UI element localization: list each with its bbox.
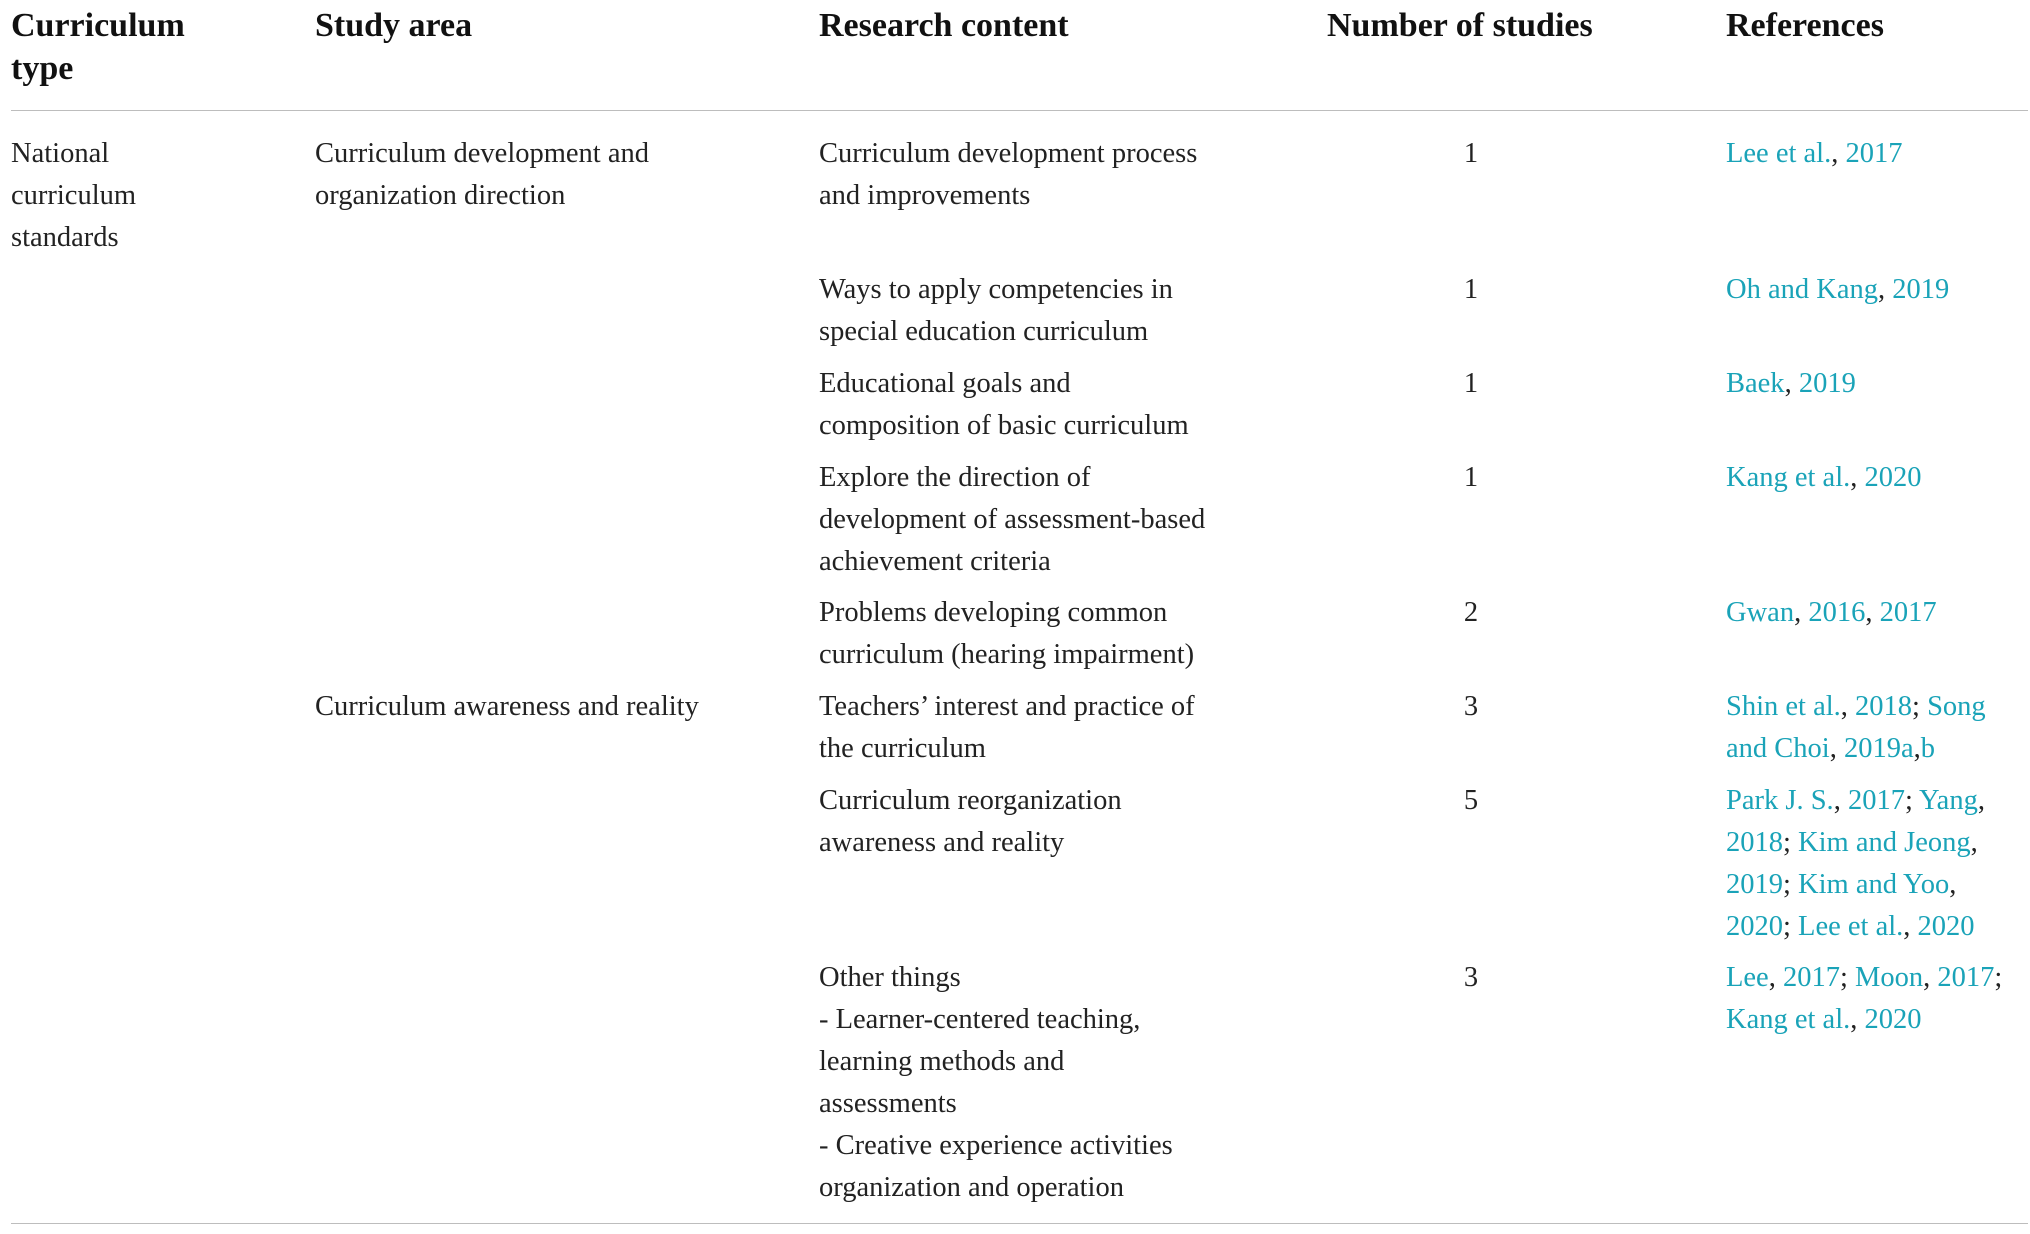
references-cell [1726,686,1986,770]
references-cell [1726,592,1937,634]
reference-link[interactable]: and Choi [1726,733,1830,764]
research-content-line: learning methods and [819,1046,1065,1077]
header-curriculum-type-line1: Curriculum [11,7,185,44]
reference-separator: ; [1994,962,2003,993]
table-header [11,0,2028,111]
reference-link[interactable]: Baek [1726,368,1785,399]
references-line [1726,686,1986,728]
reference-link[interactable]: 2018 [1855,691,1913,722]
reference-link[interactable]: 2020 [1917,911,1975,942]
header-number-of-studies: Number of studies [1327,7,1593,44]
research-content-line: Teachers’ interest and practice of [819,691,1195,722]
reference-separator: , [1784,368,1799,399]
references-line [1726,822,1985,864]
research-content-line: Explore the direction of [819,462,1091,493]
reference-separator: , [1829,733,1844,764]
research-content-cell [819,269,1173,353]
research-content-line: Educational goals and [819,368,1071,399]
reference-link[interactable]: 2019 [1798,368,1856,399]
curriculum-type-cell [11,133,136,259]
header-study-area: Study area [315,7,473,44]
references-line [1726,906,1985,948]
header-curriculum-type [11,4,185,90]
reference-link[interactable]: Shin et al. [1726,691,1841,722]
references-line [1726,457,1922,499]
study-area-1-line2: organization direction [315,180,566,211]
reference-link[interactable]: Kim and Jeong [1798,827,1971,858]
header-curriculum-type-line2: type [11,50,74,87]
curriculum-type-line3: standards [11,222,119,253]
reference-link[interactable]: Gwan [1726,597,1795,628]
reference-separator: ; [1904,785,1919,816]
reference-link[interactable]: 2016 [1808,597,1866,628]
reference-link[interactable]: 2019a [1843,733,1914,764]
reference-link[interactable]: 2020 [1864,1004,1922,1035]
study-area-cell-1 [315,133,649,217]
reference-link[interactable]: 2017 [1782,962,1840,993]
reference-link[interactable]: 2017 [1879,597,1937,628]
number-of-studies-cell: 3 [1463,691,1479,722]
reference-link[interactable]: Kim and Yoo [1798,869,1950,900]
reference-link[interactable]: Lee et al. [1726,138,1832,169]
reference-link[interactable]: 2020 [1864,462,1922,493]
curriculum-type-line2: curriculum [11,180,137,211]
research-content-cell [819,957,1173,1209]
reference-separator: ; [1783,827,1799,858]
references-line [1726,363,1856,405]
research-content-line: - Learner-centered teaching, [819,1004,1141,1035]
references-line [1726,269,1949,311]
reference-separator: , [1977,785,1985,816]
reference-separator: , [1831,138,1846,169]
research-content-line: organization and operation [819,1172,1124,1203]
reference-separator: , [1840,691,1856,722]
references-line [1726,864,1985,906]
references-line [1726,957,2002,999]
reference-separator: , [1877,274,1893,305]
reference-separator: ; [1839,962,1856,993]
research-content-cell [819,592,1194,676]
research-content-line: composition of basic curriculum [819,410,1189,441]
research-content-line: special education curriculum [819,316,1149,347]
reference-separator: , [1833,785,1848,816]
reference-link[interactable]: Lee [1726,962,1769,993]
reference-link[interactable]: 2020 [1726,911,1783,942]
reference-separator: , [1913,733,1921,764]
reference-separator: ; [1783,869,1799,900]
research-content-line: Curriculum reorganization [819,785,1122,816]
references-cell [1726,363,1856,405]
reference-separator: , [1850,462,1865,493]
research-content-cell [819,686,1195,770]
number-of-studies-cell: 1 [1463,368,1479,399]
research-content-line: awareness and reality [819,827,1065,858]
research-content-cell [819,457,1205,583]
reference-separator: , [1903,911,1918,942]
research-content-cell [819,133,1197,217]
number-of-studies-cell: 5 [1463,785,1479,816]
reference-link[interactable]: 2017 [1845,138,1903,169]
reference-link[interactable]: 2018 [1726,827,1783,858]
references-cell [1726,780,1985,948]
reference-link[interactable]: Park J. S. [1726,785,1834,816]
research-content-cell [819,780,1122,864]
references-line [1726,728,1986,770]
references-cell [1726,957,2002,1041]
reference-separator: , [1794,597,1809,628]
research-content-line: curriculum (hearing impairment) [819,639,1195,670]
study-table [11,0,2028,1224]
curriculum-type-line1: National [11,138,110,169]
references-line [1726,999,2002,1041]
reference-separator: , [1865,597,1880,628]
reference-link[interactable]: Lee et al. [1798,911,1904,942]
number-of-studies-cell: 1 [1463,138,1479,169]
reference-link[interactable]: Moon [1855,962,1924,993]
reference-separator: ; [1783,911,1799,942]
reference-link[interactable]: Kang et al. [1726,1004,1851,1035]
study-area-1-line1: Curriculum development and [315,138,649,169]
reference-separator: , [1850,1004,1865,1035]
reference-link[interactable]: Yang [1918,785,1978,816]
research-content-line: Curriculum development process [819,138,1198,169]
research-content-line: achievement criteria [819,546,1051,577]
research-content-line: development of assessment-based [819,504,1206,535]
header-research-content: Research content [819,7,1069,44]
reference-link[interactable]: Song [1927,691,1986,722]
reference-separator: , [1970,827,1978,858]
references-cell [1726,133,1902,175]
references-line [1726,133,1902,175]
reference-link[interactable]: Kang et al. [1726,462,1851,493]
research-content-cell [819,363,1189,447]
reference-separator: , [1949,869,1957,900]
table-body [11,111,2028,1224]
references-cell [1726,269,1949,311]
header-references: References [1726,7,1884,44]
reference-separator: , [1923,962,1938,993]
reference-separator: , [1768,962,1783,993]
reference-link[interactable]: 2017 [1937,962,1995,993]
research-content-line: Ways to apply competencies in [819,274,1173,305]
reference-link[interactable]: 2019 [1726,869,1783,900]
reference-link[interactable]: Oh and Kang [1726,274,1878,305]
references-line [1726,780,1985,822]
study-area-cell-2 [315,686,699,728]
research-content-line: the curriculum [819,733,986,764]
reference-link[interactable]: b [1920,733,1935,764]
number-of-studies-cell: 3 [1463,962,1479,993]
research-content-line: and improvements [819,180,1031,211]
study-area-2-line1: Curriculum awareness and reality [315,691,699,722]
research-content-line: Problems developing common [819,597,1168,628]
number-of-studies-cell: 1 [1463,462,1479,493]
reference-separator: ; [1912,691,1928,722]
reference-link[interactable]: 2017 [1847,785,1905,816]
research-content-line: assessments [819,1088,957,1119]
number-of-studies-cell: 1 [1463,274,1479,305]
references-line [1726,592,1937,634]
research-content-line: Other things [819,962,961,993]
research-content-line: - Creative experience activities [819,1130,1173,1161]
references-cell [1726,457,1922,499]
reference-link[interactable]: 2019 [1892,274,1950,305]
number-of-studies-cell: 2 [1463,597,1479,628]
